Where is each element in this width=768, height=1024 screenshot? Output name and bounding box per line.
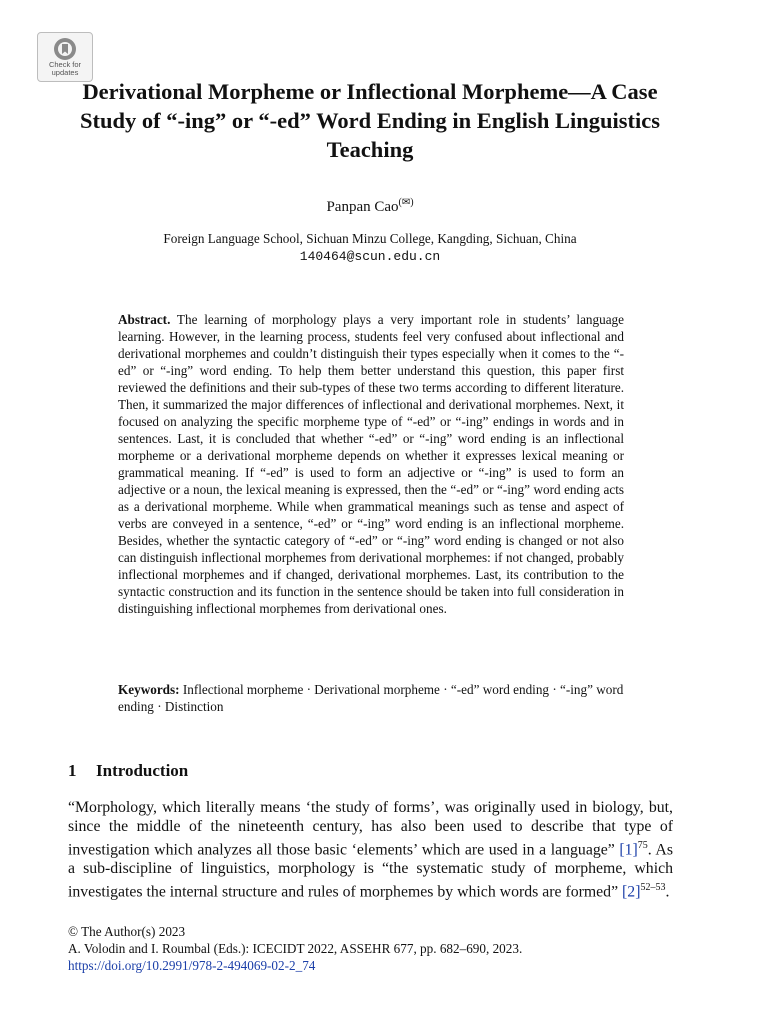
copyright: © The Author(s) 2023 xyxy=(68,924,186,939)
section-number: 1 xyxy=(68,761,77,780)
reference-link-2[interactable]: [2] xyxy=(622,883,641,901)
section-title: Introduction xyxy=(96,761,189,780)
section-heading xyxy=(68,761,188,781)
affiliation: Foreign Language School, Sichuan Minzu College, Kangding, Sichuan, China xyxy=(163,231,577,246)
intro-text-1: “Morphology, which literally means ‘the study of forms’, was originally used in biology, but, since the middle of the nineteenth century, has also been used to describe that type of investigation which analyzes all those basic ‘elements’ which are used in a language” xyxy=(68,799,673,859)
abstract-text: The learning of morphology plays a very important role in students’ language learning. However, in the learning process, students feel very confused about inflectional and derivational morphemes and couldn’t distinguish their types especially when it comes to the “-ed” or “-ing” word ending. To help them better understand this question, this paper first reviewed the definitions and their sub-types of these two terms according to different literature. Then, it summarized the major differences of inflectional and derivational morphemes. Next, it focused on analyzing the specific morpheme type of “-ed” or “-ing” endings in words and in sentences. Last, it is concluded that whether “-ed” or “-ing” word ending is an inflectional morpheme or a derivational morpheme depends on whether it expresses lexical meaning or grammatical meaning. If “-ed” is used to form an adjective or “-ing” is used to form an adjective or a noun, the lexical meaning is expressed, then the “-ed” or “-ing” word ending acts as a derivational morpheme. While when grammatical meanings such as tense and aspect of verbs are conveyed in a sentence, “-ed” or “-ing” word ending is an inflectional morpheme. Besides, whether the syntactic category of “-ed” or “-ing” word ending is changed or not also can distinguish inflectional morphemes from derivational morphemes: if not changed, probably inflectional morphemes and if changed, derivational morphemes. Last, its contribution to the syntactic construction and its function in the sentence should be taken into full consideration in distinguishing inflectional morphemes from derivational ones. xyxy=(118,312,625,616)
abstract xyxy=(118,311,624,617)
bookmark-icon xyxy=(53,37,77,61)
author-name: Panpan Cao xyxy=(326,199,399,215)
citation: A. Volodin and I. Roumbal (Eds.): ICECIDT 2022, ASSEHR 677, pp. 682–690, 2023. xyxy=(68,941,523,956)
page-ref-2: 52–53 xyxy=(640,882,666,894)
keywords-label: Keywords: xyxy=(118,682,180,697)
intro-text-2: . As a sub-discipline of linguistics, morphology is “the systematic study of morpheme, which investigates the internal structure and rules of morphemes by which words are formed” xyxy=(68,841,673,901)
keywords-text: Inflectional morpheme · Derivational morpheme · “-ed” word ending · “-ing” word ending · Distinction xyxy=(118,682,624,714)
abstract-label: Abstract. xyxy=(118,312,171,327)
email-mark-icon: (✉) xyxy=(398,197,414,208)
intro-paragraph xyxy=(68,798,673,902)
reference-link-1[interactable]: [1] xyxy=(619,841,638,859)
paper-title: Derivational Morpheme or Inflectional Morpheme—A Case Study of “-ing” or “-ed” Word Ending in English Linguistics Teaching xyxy=(80,79,660,162)
footer xyxy=(68,923,522,974)
doi-link[interactable]: https://doi.org/10.2991/978-2-494069-02-2_74 xyxy=(68,958,316,973)
check-for-updates-badge[interactable] xyxy=(37,32,93,82)
page-ref-1: 75 xyxy=(637,840,648,851)
author-email[interactable]: 140464@scun.edu.cn xyxy=(299,249,441,264)
author-line xyxy=(0,197,740,216)
badge-line2: updates xyxy=(51,68,79,77)
intro-text-3: . xyxy=(665,883,670,901)
badge-line1: Check for xyxy=(48,60,82,69)
keywords xyxy=(118,681,624,715)
